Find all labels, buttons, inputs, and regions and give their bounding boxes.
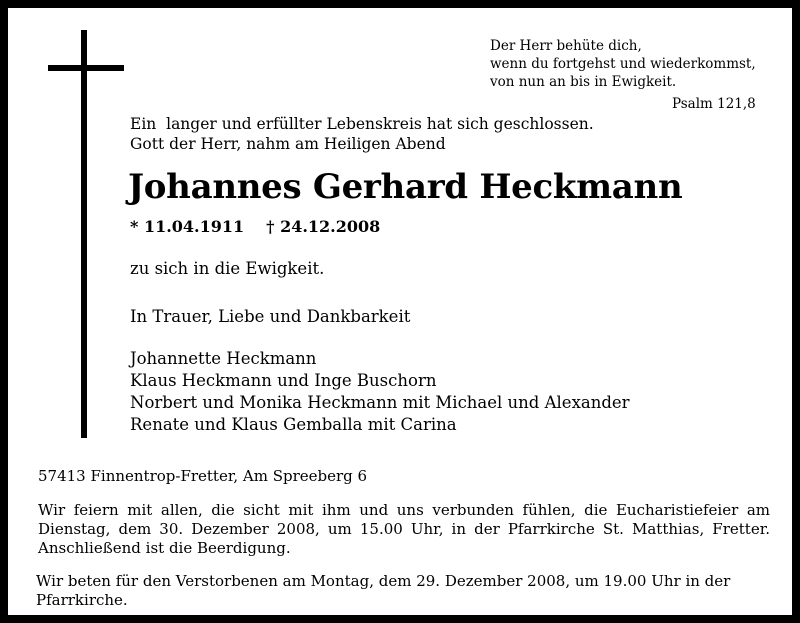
prayer-line: Wir beten für den Verstorbenen am Montag, dem 29. Dezember 2008, um 19.00 Uhr in der (36, 572, 731, 590)
psalm-line: von nun an bis in Ewigkeit. (490, 74, 677, 90)
psalm-line: Der Herr behüte dich, (490, 38, 642, 54)
psalm-verse (490, 37, 756, 91)
service-line: Dienstag, dem 30. Dezember 2008, um 15.00 Uhr, in der Pfarrkirche St. Matthias, Fretter. (38, 520, 770, 538)
psalm-line: wenn du fortgehst und wiederkommst, (490, 56, 756, 72)
funeral-service-info (38, 501, 770, 558)
service-line: Wir feiern mit allen, die sicht mit ihm und uns verbunden fühlen, die Eucharistiefeier am (38, 501, 770, 519)
intro-line: Ein langer und erfüllter Lebenskreis hat sich geschlossen. (130, 115, 594, 133)
prayer-line: Pfarrkirche. (36, 591, 128, 609)
eternity-line: zu sich in die Ewigkeit. (130, 259, 325, 278)
cross-horizontal-bar (48, 65, 124, 71)
mourner-entry: Renate und Klaus Gemballa mit Carina (130, 415, 457, 434)
family-address: 57413 Finnentrop-Fretter, Am Spreeberg 6 (38, 467, 368, 485)
mourner-entry: Klaus Heckmann und Inge Buschorn (130, 371, 437, 390)
mourner-entry: Johannette Heckmann (130, 349, 317, 368)
cross-vertical-bar (81, 30, 87, 438)
intro-line: Gott der Herr, nahm am Heiligen Abend (130, 135, 446, 153)
death-date: † 24.12.2008 (266, 217, 381, 236)
birth-date: * 11.04.1911 (130, 217, 245, 236)
intro-text (130, 114, 594, 154)
psalm-reference: Psalm 121,8 (672, 96, 756, 112)
life-dates (130, 217, 380, 237)
service-line: Anschließend ist die Beerdigung. (38, 539, 291, 557)
mourner-entry: Norbert und Monika Heckmann mit Michael und Alexander (130, 393, 630, 412)
deceased-name: Johannes Gerhard Heckmann (128, 167, 683, 207)
mourning-line: In Trauer, Liebe und Dankbarkeit (130, 307, 411, 326)
mourners-list (130, 348, 630, 436)
prayer-info (36, 572, 736, 610)
